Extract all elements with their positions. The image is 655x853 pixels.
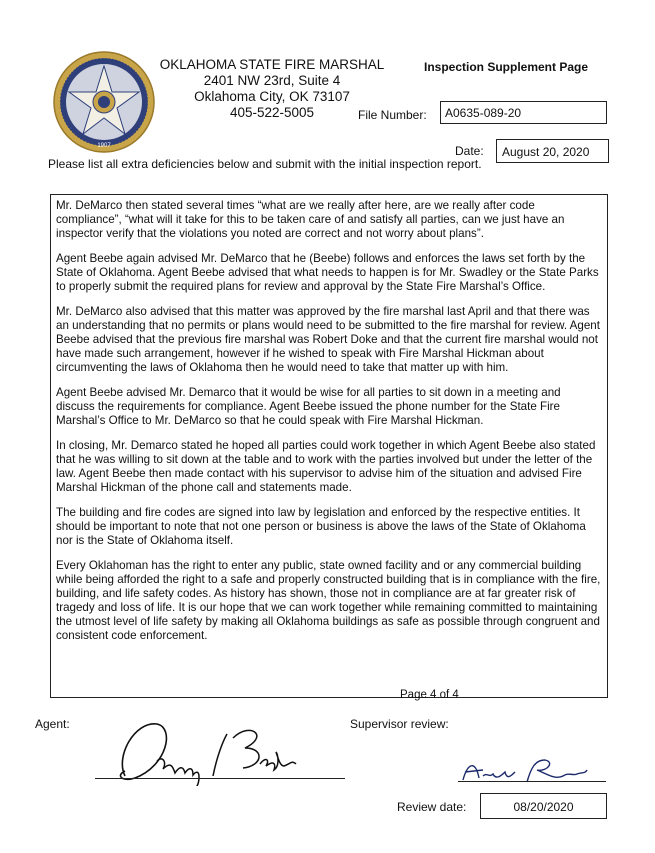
agency-title: OKLAHOMA STATE FIRE MARSHAL	[159, 57, 385, 72]
review-date-label: Review date:	[397, 800, 467, 814]
date-field[interactable]: August 20, 2020	[496, 139, 609, 163]
body-paragraph: The building and fire codes are signed into law by legislation and enforced by the respective entities. It should be important to note that not one person or business is above the laws of the State of Oklahoma nor is the State of Oklahoma itself.	[56, 506, 586, 547]
address-line-2: Oklahoma City, OK 73107	[194, 89, 350, 104]
agent-signature	[95, 716, 345, 786]
body-paragraph: Mr. DeMarco also advised that this matter was approved by the fire marshal last April and that there was an understanding that no permits or plans would need to be submitted to the fire marshal for review. Agent Beebe advised that the previous fire marshal was Robert Doke and that the current fire marshal would not have made such arrangement, however if he wished to speak with Fire Marshal Hickman about circumventing the laws of Oklahoma then he would need to take that matter up with him.	[56, 305, 600, 374]
supervisor-signature-line	[458, 781, 606, 782]
instruction-text: Please list all extra deficiencies below and submit with the initial inspection report.	[48, 157, 482, 171]
file-number-label: File Number:	[358, 108, 427, 122]
review-date-field[interactable]: 08/20/2020	[480, 793, 607, 819]
body-paragraph: In closing, Mr. Demarco stated he hoped all parties could work together in which Agent Beebe also stated that he was willing to sit down at the table and to work with the parties involved but under the letter of the law. Agent Beebe then made contact with his supervisor to advise him of the situation and advised Fire Marshal Hickman of the phone call and statements made.	[56, 439, 596, 494]
file-number-field[interactable]: A0635-089-20	[440, 101, 607, 124]
agent-label: Agent:	[35, 717, 70, 731]
body-paragraph: Agent Beebe again advised Mr. DeMarco that he (Beebe) follows and enforces the laws set forth by the State of Oklahoma. Agent Beebe advised that what needs to happen is for Mr. Swadley or the State Parks to properly submit the required plans for review and approval by the State Fire Marshal’s Office.	[56, 252, 599, 293]
svg-text:1907: 1907	[97, 143, 111, 149]
page-indicator: Page 4 of 4	[400, 689, 459, 701]
supervisor-signature	[455, 750, 605, 788]
deficiencies-text-box[interactable]	[50, 194, 608, 698]
date-label: Date:	[455, 144, 484, 158]
agent-signature-line	[95, 778, 345, 779]
body-paragraph: Every Oklahoman has the right to enter any public, state owned facility and or any commercial building while being afforded the right to a safe and properly constructed building that is in compliance with the fire, building, and life safety codes. As history has shown, those not in compliance are at far greater risk of tragedy and loss of life. It is our hope that we can work together while remaining committed to maintaining the utmost level of life safety by making all Oklahoma buildings as safe as possible through congruent and consistent code enforcement.	[56, 559, 601, 642]
body-paragraph: Agent Beebe advised Mr. Demarco that it would be wise for all parties to sit down in a meeting and discuss the requirements for compliance. Agent Beebe issued the phone number for the State Fire Marshal’s Office to Mr. DeMarco so that he could speak with Fire Marshal Hickman.	[56, 386, 561, 427]
supervisor-label: Supervisor review:	[350, 717, 449, 731]
address-line-1: 2401 NW 23rd, Suite 4	[203, 73, 341, 88]
page-type-title: Inspection Supplement Page	[424, 60, 589, 74]
state-seal-icon	[52, 50, 156, 154]
phone-number: 405-522-5005	[229, 105, 315, 120]
body-paragraph: Mr. DeMarco then stated several times “what are we really after here, are we really after code compliance”, “what will it take for this to be taken care of and satisfy all parties, can we just have an inspector verify that the violations you noted are correct and not worry about plans”.	[56, 199, 565, 240]
